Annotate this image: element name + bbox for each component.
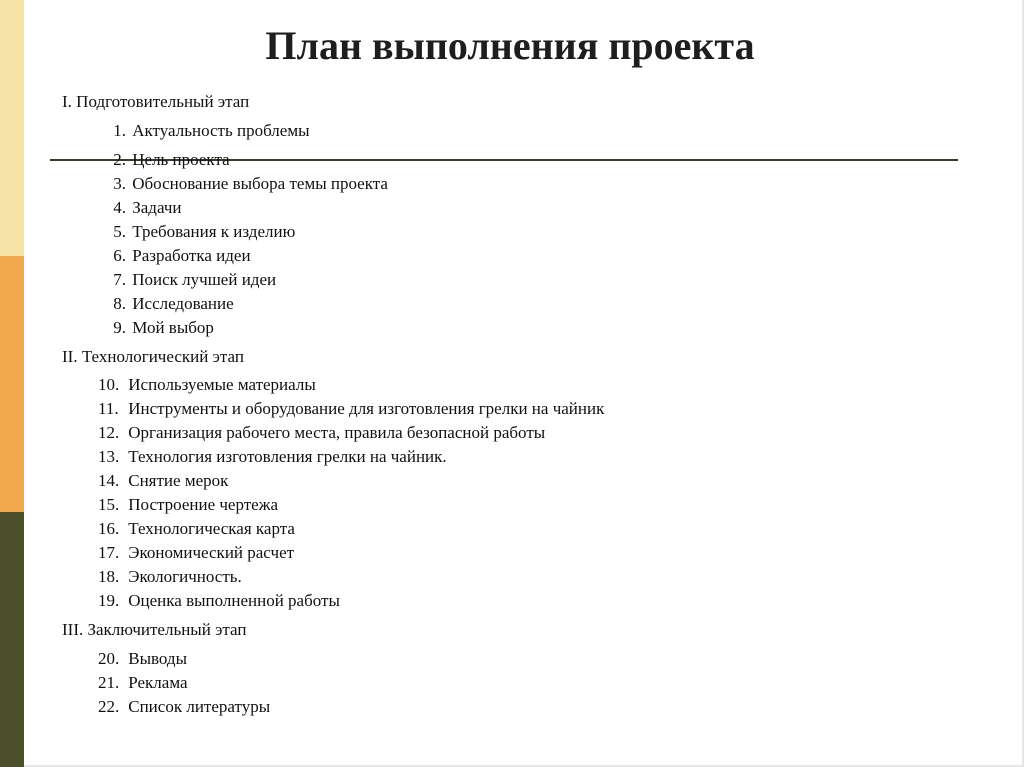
item-text: Реклама bbox=[128, 673, 188, 692]
item-number: 18. bbox=[98, 567, 120, 586]
item-number: 11. bbox=[98, 399, 119, 418]
list-item bbox=[98, 543, 294, 563]
item-number: 13. bbox=[98, 447, 120, 466]
slide-title: План выполнения проекта bbox=[265, 23, 755, 68]
item-text: Построение чертежа bbox=[128, 495, 279, 514]
list-item bbox=[98, 246, 251, 266]
item-number: 8. bbox=[113, 294, 126, 313]
item-text: Оценка выполненной работы bbox=[128, 591, 340, 610]
list-item bbox=[98, 447, 447, 467]
item-text: Технология изготовления грелки на чайник. bbox=[128, 447, 447, 466]
list-item bbox=[98, 591, 340, 611]
list-item bbox=[98, 399, 604, 419]
list-item bbox=[98, 567, 242, 587]
list-item bbox=[98, 121, 310, 141]
item-number: 16. bbox=[98, 519, 120, 538]
item-text: Актуальность проблемы bbox=[132, 121, 310, 140]
item-number: 3. bbox=[113, 174, 126, 193]
list-item bbox=[98, 697, 270, 717]
list-item bbox=[98, 423, 545, 443]
item-text: Разработка идеи bbox=[132, 246, 251, 265]
item-text: Технологическая карта bbox=[128, 519, 295, 538]
list-item bbox=[98, 270, 276, 290]
item-number: 19. bbox=[98, 591, 120, 610]
accent-bar-orange bbox=[0, 256, 24, 512]
item-text: Снятие мерок bbox=[128, 471, 229, 490]
list-item bbox=[98, 294, 234, 314]
item-number: 15. bbox=[98, 495, 120, 514]
list-item bbox=[98, 673, 188, 693]
item-text: Организация рабочего места, правила безопасной работы bbox=[128, 423, 546, 442]
item-number: 14. bbox=[98, 471, 120, 490]
item-text: Требования к изделию bbox=[132, 222, 296, 241]
list-item bbox=[98, 471, 228, 491]
item-number: 9. bbox=[113, 318, 126, 337]
item-number: 1. bbox=[113, 121, 126, 140]
item-number: 12. bbox=[98, 423, 120, 442]
item-text: Экологичность. bbox=[128, 567, 242, 586]
item-text: Используемые материалы bbox=[128, 375, 316, 394]
list-item bbox=[98, 649, 187, 669]
item-number: 22. bbox=[98, 697, 120, 716]
list-item bbox=[98, 150, 230, 170]
item-text: Мой выбор bbox=[132, 318, 214, 337]
item-text: Список литературы bbox=[128, 697, 271, 716]
item-text: Инструменты и оборудование для изготовления грелки на чайник bbox=[128, 399, 605, 418]
item-number: 17. bbox=[98, 543, 120, 562]
item-number: 7. bbox=[113, 270, 126, 289]
item-number: 21. bbox=[98, 673, 120, 692]
item-number: 2. bbox=[113, 150, 126, 169]
accent-bar-dark bbox=[0, 512, 24, 767]
list-item bbox=[98, 198, 181, 218]
item-text: Исследование bbox=[132, 294, 234, 313]
list-item bbox=[98, 519, 295, 539]
list-item bbox=[98, 375, 316, 395]
item-number: 4. bbox=[113, 198, 126, 217]
item-text: Экономический расчет bbox=[128, 543, 295, 562]
list-item bbox=[98, 495, 278, 515]
item-number: 10. bbox=[98, 375, 120, 394]
item-text: Задачи bbox=[132, 198, 182, 217]
list-item bbox=[98, 318, 214, 338]
section-heading-preparatory: I. Подготовительный этап bbox=[62, 92, 250, 111]
list-item bbox=[98, 222, 295, 242]
item-text: Выводы bbox=[128, 649, 188, 668]
section-heading-final: III. Заключительный этап bbox=[62, 620, 247, 639]
item-number: 20. bbox=[98, 649, 120, 668]
item-text: Поиск лучшей идеи bbox=[132, 270, 277, 289]
list-item bbox=[98, 174, 388, 194]
item-number: 6. bbox=[113, 246, 126, 265]
section-heading-technological: II. Технологический этап bbox=[62, 347, 244, 366]
item-number: 5. bbox=[113, 222, 126, 241]
item-text: Обоснование выбора темы проекта bbox=[132, 174, 388, 193]
accent-bar-light bbox=[0, 0, 24, 256]
item-text: Цель проекта bbox=[132, 150, 230, 169]
